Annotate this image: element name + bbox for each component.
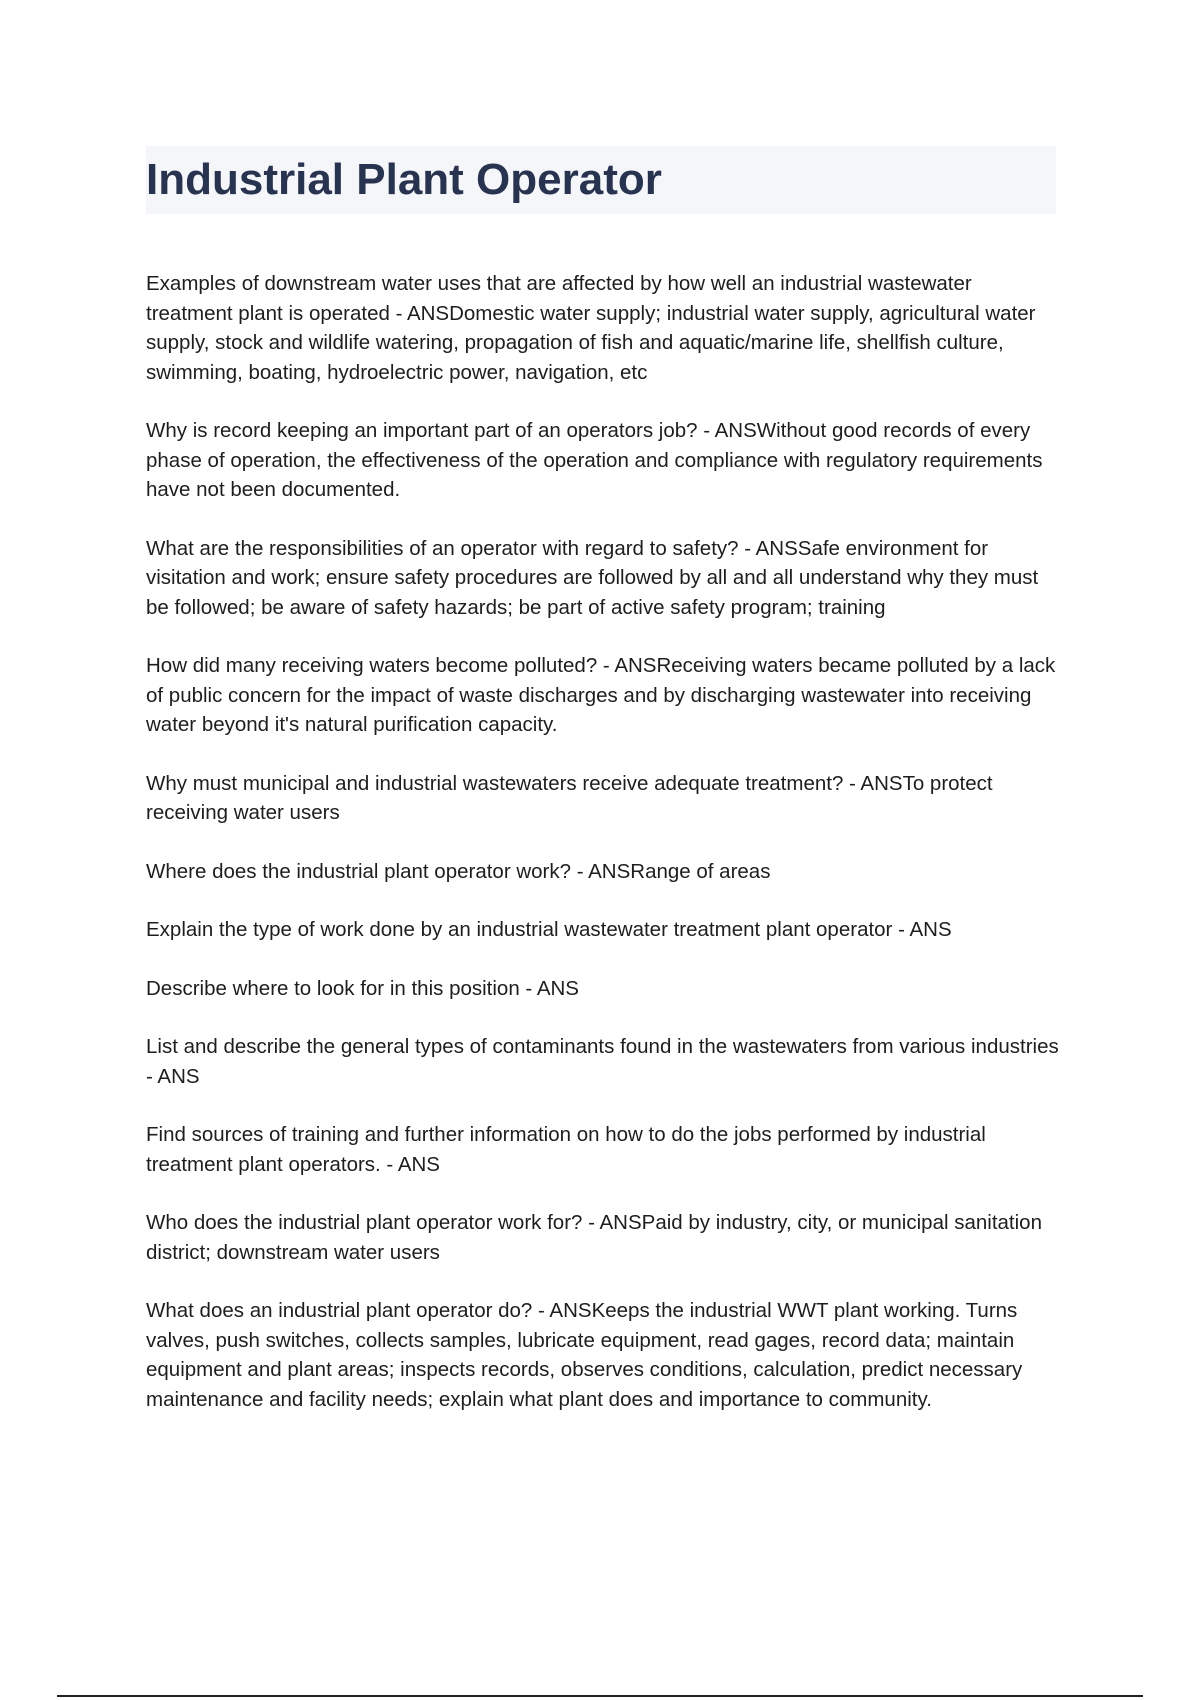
qa-entry: What are the responsibilities of an operator with regard to safety? - ANSSafe environment for visitation and work; ensure safety procedures are followed by all and all understand why they must be followed; be aware of safety hazards; be part of active safety program; training xyxy=(146,536,1039,619)
qa-entry: List and describe the general types of contaminants found in the wastewaters from various industries - ANS xyxy=(146,1035,1059,1088)
qa-entry: Examples of downstream water uses that are affected by how well an industrial wastewater treatment plant is operated - ANSDomestic water supply; industrial water supply, agricultural water supply, stock and wildlife watering, propagation of fish and aquatic/marine life, shellfish culture, swimming, boating, hydroelectric power, navigation, etc xyxy=(146,272,1036,384)
qa-list xyxy=(146,269,1061,1443)
qa-entry: Why is record keeping an important part of an operators job? - ANSWithout good records of every phase of operation, the effectiveness of the operation and compliance with regulatory requirements have not been documented. xyxy=(146,419,1043,501)
qa-entry: Who does the industrial plant operator work for? - ANSPaid by industry, city, or municipal sanitation district; downstream water users xyxy=(146,1211,1042,1264)
qa-entry: Why must municipal and industrial wastewaters receive adequate treatment? - ANSTo protect receiving water users xyxy=(146,771,993,824)
qa-entry: What does an industrial plant operator do? - ANSKeeps the industrial WWT plant working. Turns valves, push switches, collects samples, lubricate equipment, read gages, record data; maintain equipment and plant areas; inspects records, observes conditions, calculation, predict necessary maintenance and facility needs; explain what plant does and importance to community. xyxy=(146,1299,1023,1411)
qa-entry: Find sources of training and further information on how to do the jobs performed by industrial treatment plant operators. - ANS xyxy=(146,1123,986,1176)
title-banner xyxy=(146,146,1056,214)
qa-entry: Explain the type of work done by an industrial wastewater treatment plant operator - ANS xyxy=(146,918,952,941)
qa-entry: How did many receiving waters become polluted? - ANSReceiving waters became polluted by a lack of public concern for the impact of waste discharges and by discharging wastewater into receiving water beyond it's natural purification capacity. xyxy=(146,654,1056,736)
footer-divider xyxy=(57,1695,1143,1697)
qa-entry: Describe where to look for in this position - ANS xyxy=(146,976,579,1000)
page-title: Industrial Plant Operator xyxy=(146,155,662,204)
qa-entry: Where does the industrial plant operator work? - ANSRange of areas xyxy=(146,859,771,883)
